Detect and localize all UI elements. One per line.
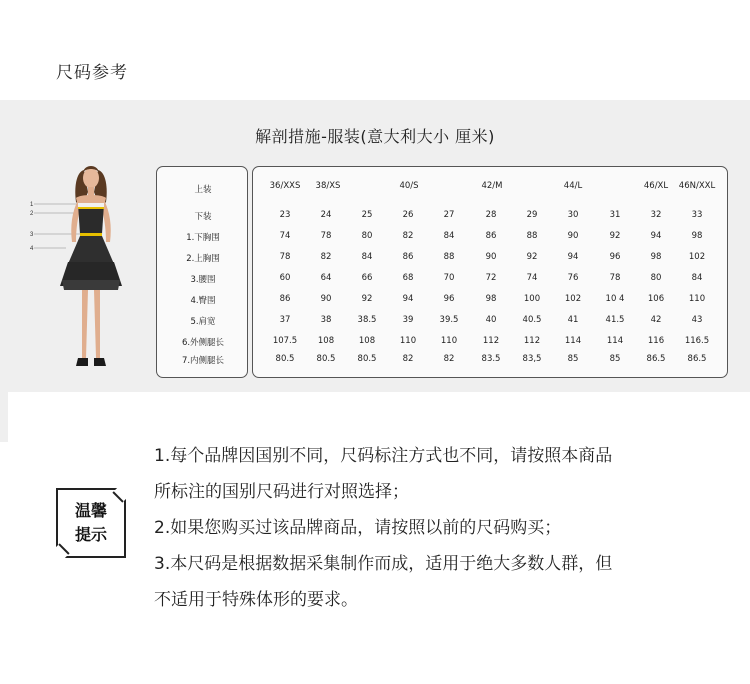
size-value-cell: 31 (609, 210, 621, 220)
size-value-cell: 85 (609, 354, 621, 364)
size-value-cell: 88 (526, 231, 538, 241)
size-value-cell: 96 (443, 294, 455, 304)
row-label: 下装 (194, 212, 212, 222)
size-value-cell: 110 (399, 336, 417, 346)
size-value-cell: 112 (523, 336, 541, 346)
size-header-cell: 40/S (399, 181, 419, 191)
tip-line: 不适用于特殊体形的要求。 (154, 590, 358, 610)
size-value-cell: 96 (609, 252, 621, 262)
size-value-cell: 86 (402, 252, 414, 262)
size-value-cell: 82 (320, 252, 332, 262)
size-value-cell: 68 (402, 273, 414, 283)
size-value-cell: 98 (650, 252, 662, 262)
tips-badge (56, 488, 126, 558)
size-header-cell: 46/XL (643, 181, 669, 191)
figure-marker-1: 1 (30, 202, 34, 208)
size-value-cell: 80.5 (316, 354, 336, 364)
size-value-cell: 90 (485, 252, 497, 262)
size-value-cell: 66 (361, 273, 373, 283)
size-value-cell: 25 (361, 210, 373, 220)
row-label: 2.上胸围 (186, 254, 220, 264)
page-title: 尺码参考 (56, 63, 128, 83)
tip-line: 2.如果您购买过该品牌商品，请按照以前的尺码购买； (154, 518, 562, 538)
size-value-cell: 92 (361, 294, 373, 304)
size-header-label: 上装 (194, 185, 212, 195)
tip-line: 所标注的国别尺码进行对照选择； (154, 482, 409, 502)
size-value-cell: 94 (402, 294, 414, 304)
row-label: 5.肩宽 (190, 317, 216, 327)
size-header-cell: 42/M (481, 181, 503, 191)
size-value-cell: 86 (485, 231, 497, 241)
size-value-cell: 116.5 (684, 336, 710, 346)
size-value-cell: 29 (526, 210, 538, 220)
size-value-cell: 84 (691, 273, 703, 283)
size-value-cell: 90 (320, 294, 332, 304)
row-label: 1.下胸围 (186, 233, 220, 243)
size-value-cell: 94 (650, 231, 662, 241)
size-value-cell: 32 (650, 210, 662, 220)
size-header-cell: 44/L (563, 181, 583, 191)
size-value-cell: 23 (279, 210, 291, 220)
size-value-cell: 92 (609, 231, 621, 241)
size-value-cell: 116 (647, 336, 665, 346)
size-value-cell: 80 (650, 273, 662, 283)
model-figure-illustration (28, 162, 154, 382)
size-value-cell: 83.5 (481, 354, 501, 364)
size-value-cell: 83,5 (522, 354, 542, 364)
size-value-cell: 82 (402, 354, 414, 364)
size-value-cell: 102 (564, 294, 582, 304)
size-value-cell: 84 (443, 231, 455, 241)
row-label: 6.外侧腿长 (181, 338, 225, 348)
size-value-cell: 26 (402, 210, 414, 220)
size-value-cell: 94 (567, 252, 579, 262)
size-value-cell: 112 (482, 336, 500, 346)
size-value-cell: 84 (361, 252, 373, 262)
size-value-cell: 33 (691, 210, 703, 220)
size-value-cell: 39.5 (439, 315, 459, 325)
size-header-cell: 46N/XXL (678, 181, 716, 191)
size-values-box (252, 166, 728, 378)
size-value-cell: 100 (523, 294, 541, 304)
page-header (0, 0, 750, 100)
size-value-cell: 90 (567, 231, 579, 241)
figure-marker-2: 2 (30, 211, 34, 217)
size-value-cell: 28 (485, 210, 497, 220)
size-value-cell: 42 (650, 315, 662, 325)
size-value-cell: 86 (279, 294, 291, 304)
size-value-cell: 114 (564, 336, 582, 346)
size-value-cell: 78 (609, 273, 621, 283)
size-value-cell: 37 (279, 315, 291, 325)
size-value-cell: 86.5 (646, 354, 666, 364)
row-label: 4.臀围 (190, 296, 216, 306)
size-value-cell: 106 (647, 294, 665, 304)
size-value-cell: 10 4 (605, 294, 625, 304)
size-header-cell: 38/XS (315, 181, 341, 191)
size-value-cell: 80.5 (357, 354, 377, 364)
size-value-cell: 41.5 (605, 315, 625, 325)
size-value-cell: 114 (606, 336, 624, 346)
size-value-cell: 92 (526, 252, 538, 262)
size-header-cell: 36/XXS (269, 181, 301, 191)
size-value-cell: 40 (485, 315, 497, 325)
size-value-cell: 41 (567, 315, 579, 325)
size-value-cell: 72 (485, 273, 497, 283)
row-labels-box (156, 166, 248, 378)
size-value-cell: 86.5 (687, 354, 707, 364)
size-value-cell: 88 (443, 252, 455, 262)
size-value-cell: 40.5 (522, 315, 542, 325)
size-chart-panel (0, 100, 750, 392)
size-value-cell: 98 (485, 294, 497, 304)
size-value-cell: 85 (567, 354, 579, 364)
size-value-cell: 107.5 (272, 336, 298, 346)
size-value-cell: 110 (688, 294, 706, 304)
size-value-cell: 27 (443, 210, 455, 220)
size-value-cell: 82 (443, 354, 455, 364)
tip-line: 3.本尺码是根据数据采集制作而成，适用于绝大多数人群，但 (154, 554, 613, 574)
size-value-cell: 74 (279, 231, 291, 241)
figure-marker-4: 4 (30, 246, 34, 252)
tip-line: 1.每个品牌因国别不同，尺码标注方式也不同，请按照本商品 (154, 446, 613, 466)
size-chart-title: 解剖措施-服装(意大利大小 厘米) (255, 127, 495, 146)
size-value-cell: 78 (279, 252, 291, 262)
size-value-cell: 102 (688, 252, 706, 262)
row-label: 7.内侧腿长 (181, 356, 225, 366)
size-value-cell: 64 (320, 273, 332, 283)
decorative-strip (0, 392, 8, 442)
size-value-cell: 30 (567, 210, 579, 220)
size-value-cell: 110 (440, 336, 458, 346)
size-value-cell: 38 (320, 315, 332, 325)
size-value-cell: 78 (320, 231, 332, 241)
size-value-cell: 108 (358, 336, 376, 346)
size-value-cell: 108 (317, 336, 335, 346)
size-value-cell: 43 (691, 315, 703, 325)
size-value-cell: 24 (320, 210, 332, 220)
size-value-cell: 39 (402, 315, 414, 325)
row-label: 3.腰围 (190, 275, 216, 285)
tips-text (154, 438, 714, 618)
tips-badge-line2: 提示 (74, 525, 107, 544)
size-value-cell: 80 (361, 231, 373, 241)
size-value-cell: 82 (402, 231, 414, 241)
size-value-cell: 60 (279, 273, 291, 283)
size-value-cell: 38.5 (357, 315, 377, 325)
size-value-cell: 74 (526, 273, 538, 283)
figure-marker-3: 3 (30, 232, 34, 238)
size-value-cell: 98 (691, 231, 703, 241)
tips-badge-line1: 温馨 (74, 501, 107, 520)
size-value-cell: 76 (567, 273, 579, 283)
size-value-cell: 70 (443, 273, 455, 283)
size-value-cell: 80.5 (275, 354, 295, 364)
